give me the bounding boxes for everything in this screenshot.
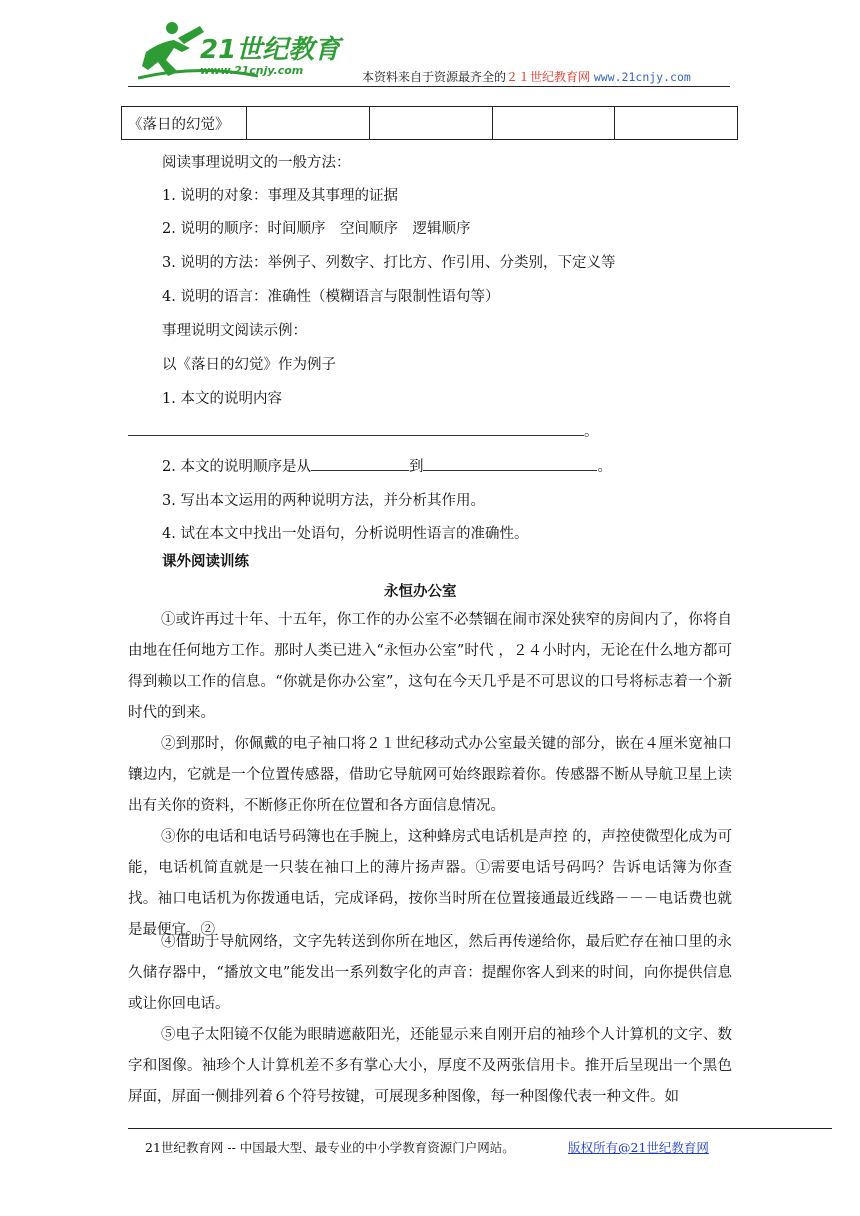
article-table-row <box>121 106 738 140</box>
header-note-prefix: 本资料来自于资源最齐全的 <box>362 70 507 84</box>
site-logo <box>138 18 348 88</box>
table-cell <box>492 107 615 140</box>
table-cell <box>615 107 738 140</box>
logo-url: www.21cnjy.com <box>200 64 304 77</box>
answer-blank-to[interactable] <box>423 456 597 471</box>
article-paragraph-3: ③你的电话和电话号码簿也在手腕上，这种蜂房式电话机是声控 的，声控使微型化成为可能，电话机简直就是一只装在袖口上的薄片扬声器。①需要电话号码吗？告诉电话簿为你查找。袖口电话机为你拨通电话，完成译码，按你当时所在位置接通最近线路－－－电话费也就是最便宜。② <box>128 829 732 938</box>
section-title: 课外阅读训练 <box>162 554 249 570</box>
question-1: 1. 本文的说明内容 <box>162 391 282 407</box>
question-3: 3. 写出本文运用的两种说明方法，并分析其作用。 <box>162 493 485 509</box>
method-title: 阅读事理说明文的一般方法： <box>162 155 351 171</box>
article-paragraph-4: ④借助于导航网络，文字先转送到你所在地区，然后再传递给你，最后贮存在袖口里的永久储存器中，“播放文电”能发出一系列数字化的声音：提醒你客人到来的时间，向你提供信息或让你回电话。 <box>128 934 732 1012</box>
footer-text: 21世纪教育网 -- 中国最大型、最专业的中小学教育资源门户网站。 <box>145 1140 515 1155</box>
header-divider <box>128 86 730 87</box>
example-title: 事理说明文阅读示例： <box>162 323 307 339</box>
question-1-answer-line: 。 <box>128 420 599 441</box>
table-cell-title: 《落日的幻觉》 <box>122 107 247 140</box>
question-4: 4. 试在本文中找出一处语句，分析说明性语言的准确性。 <box>162 526 529 542</box>
footer-copyright-link[interactable]: 版权所有@21世纪教育网 <box>568 1140 709 1155</box>
answer-blank[interactable] <box>128 421 584 436</box>
method-item-4: 4. 说明的语言：准确性（模糊语言与限制性语句等） <box>162 289 500 305</box>
article-paragraph-2: ②到那时，你佩戴的电子袖口将２１世纪移动式办公室最关键的部分，嵌在４厘米宽袖口镶边内，它就是一个位置传感器，借助它导航网可始终跟踪着你。传感器不断从导航卫星上读出有关你的资料，不断修正你所在位置和各方面信息情况。 <box>128 736 732 814</box>
footer-divider <box>128 1128 832 1129</box>
header-note-highlight[interactable]: ２１世纪教育网 <box>506 70 591 84</box>
method-item-3: 3. 说明的方法：举例子、列数字、打比方、作引用、分类别，下定义等 <box>162 255 616 271</box>
logo-title: 21世纪教育 <box>200 35 341 65</box>
table-cell <box>369 107 492 140</box>
article-title: 永恒办公室 <box>384 584 457 600</box>
method-item-2: 2. 说明的顺序：时间顺序 空间顺序 逻辑顺序 <box>162 221 471 237</box>
answer-blank-from[interactable] <box>311 456 409 471</box>
header-note <box>362 68 691 85</box>
article-paragraph-1: ①或许再过十年、十五年，你工作的办公室不必禁锢在闹市深处狭窄的房间内了，你将自由地在任何地方工作。那时人类已进入“永恒办公室”时代 ，２４小时内，无论在什么地方都可得到赖以工作的信息。“你就是你办公室”，这句在今天几乎是不可思议的口号将标志着一个新时代的到来。 <box>128 612 732 721</box>
method-item-1: 1. 说明的对象：事理及其事理的证据 <box>162 188 398 204</box>
question-2: 2. 本文的说明顺序是从 到 。 <box>162 455 612 476</box>
article-paragraph-5: ⑤电子太阳镜不仅能为眼睛遮蔽阳光，还能显示来自刚开启的袖珍个人计算机的文字、数字和图像。袖珍个人计算机差不多有掌心大小，厚度不及两张信用卡。推开后呈现出一个黑色屏面，屏面一侧排列着６个符号按键，可展现多种图像，每一种图像代表一种文件。如 <box>128 1027 732 1105</box>
table-cell <box>247 107 370 140</box>
example-intro: 以《落日的幻觉》作为例子 <box>162 357 336 373</box>
header-note-url[interactable]: www.21cnjy.com <box>593 70 691 84</box>
